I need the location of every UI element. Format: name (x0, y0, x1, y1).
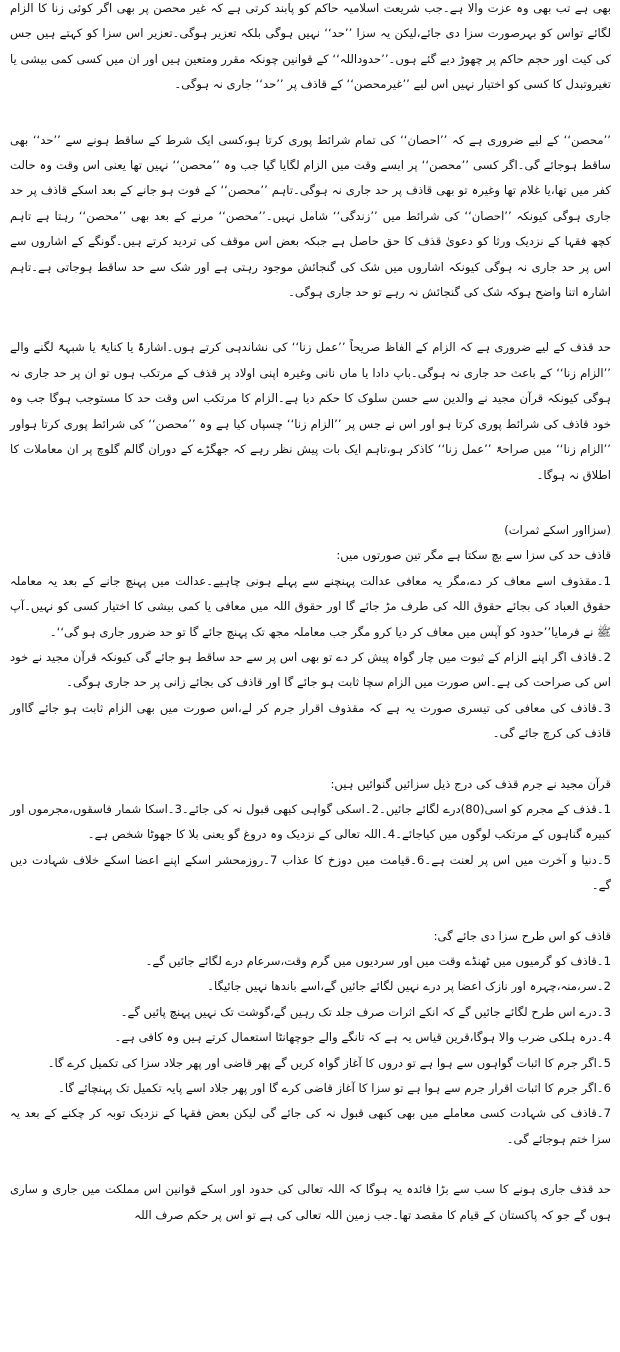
list-item: 5۔اگر جرم کا اثبات گواہوں سے ہوا ہے تو دروں کا آغاز گواہ کریں گے پھر قاضی اور پھر جلاد سزا کی تکمیل کرے گا۔ (47, 1055, 611, 1070)
section-lead: قاذف کو اس طرح سزا دی جائے گی: (433, 928, 611, 943)
punishment-fruits-section (10, 518, 611, 747)
quran-punishments-section (10, 772, 611, 899)
punishment-method-section (10, 924, 611, 1153)
punishment-method-list (10, 949, 611, 1152)
list-item: 1۔قذف کے مجرم کو اسی(80)درے لگائے جائیں۔2۔اسکی گواہی کبھی قبول نہ کی جائے۔3۔اسکا شمار فاسقوں،مجرموں اور کبیرہ گناہوں کے مرتکب لوگوں میں کیاجائے۔4۔اللہ تعالی کے نزدیک وہ دروغ گو یعنی بلا کا جھوٹا شخص ہے۔ (10, 801, 611, 842)
section-heading: (سزااور اسکے ثمرات) (504, 522, 611, 537)
list-item: 4۔درہ ہلکی ضرب والا ہوگا،قرین قیاس یہ ہے کہ تانگے والے جوچھانٹا استعمال کرتے ہیں وہ کافی ہے۔ (114, 1030, 611, 1045)
list-item: 7۔قاذف کی شہادت کسی معاملے میں بھی کبھی قبول نہ کی جائے گی لیکن بعض فقہا کے نزدیک توبہ کر چکنے کے بعد یہ سزا ختم ہوجائے گی۔ (10, 1106, 611, 1146)
section-lead: قاذف حد کی سزا سے بچ سکتا ہے مگر تین صورتوں میں: (336, 548, 611, 563)
list-item: 2۔سر،منہ،چہرہ اور نازک اعضا پر درے نہیں لگائے جائیں گے،اسے باندھا نہیں جائیگا۔ (207, 979, 611, 994)
list-item: 1۔مقذوف اسے معاف کر دے،مگر یہ معافی عدالت پہنچنے سے پہلے ہونی چاہیے۔عدالت میں پہنچ جانے کے بعد یہ معاملہ حقوق العباد کی بجائے حقوق اللہ کی طرف مڑ جائے گا اور حقوق اللہ میں معافی یا کمی بیشی کا اختیار کسی کو نہیں۔آپ ﷺ نے فرمایا’’حدود کو آپس میں معاف کر دیا کرو مگر جب معاملہ مجھ تک پہنچ جائے گا تو حد ضرور جاری ہو گی‘‘۔ (10, 573, 611, 639)
accusation-words-paragraph: حد قذف کے لیے ضروری ہے کہ الزام کے الفاظ صریحاً ’’عمل زنا‘‘ کی نشاندہی کرتے ہوں۔اشارۃً یا کنایۃً یا شبہۃً لگنے والے ’’الزام زنا‘‘ کے باعث حد جاری نہ ہوگی۔باپ دادا یا ماں نانی وغیرہ اپنی اولاد پر قذف کے مرتکب ہوں تو ان پر حد جاری نہ ہوگی کیونکہ قرآن مجید نے والدین سے حسن سلوک کا حکم دیا ہے۔الزام کا مرتکب اس وقت حد کا مستوجب ہوگا جب وہ خود قاذف کی شرائط پوری کرتا ہو اور اس نے جس پر ’’الزام زنا‘‘ چسپاں کیا ہے وہ ’’محصن‘‘ کی شرائط پوری کرتا ہواور ’’الزام زنا‘‘ میں صراحۃً ’’عمل زنا‘‘ کاذکر ہو،تاہم ایک بات پیش نظر رہے کہ جھگڑے کے دوران گالم گلوچ پر ان معاملات کا اطلاق نہ ہوگا۔ (10, 340, 611, 482)
list-item: 5۔دنیا و آخرت میں اس پر لعنت ہے۔6۔قیامت میں دوزخ کا عذاب 7۔روزمحشر اسکے اپنے اعضا اسکے خلاف شہادت دیں گے۔ (10, 852, 611, 893)
list-item: 2۔قاذف اگر اپنے الزام کے ثبوت میں چار گواہ پیش کر دے تو بھی اس پر سے حد ساقط ہو جائے گی کیونکہ قرآن مجید نے خود اس کی صراحت کی ہے۔اس صورت میں الزام سچا ثابت ہو جائے گا اور قاذف کی بجائے زانی پر حد جاری ہوگی۔ (10, 649, 611, 690)
quran-punishments-list (10, 797, 611, 899)
list-item: 3۔درے اس طرح لگائے جائیں گے کہ انکے اثرات صرف جلد تک رہیں گے،گوشت تک نہیں پہنچ پائیں گے۔ (120, 1004, 611, 1019)
list-item: 3۔قاذف کی معافی کی تیسری صورت یہ ہے کہ مقذوف اقرار جرم کر لے،اس صورت میں بھی الزام ثابت ہو جائے گااور قاذف کی کرچ جائے گی۔ (10, 700, 611, 741)
escape-conditions-list (10, 569, 611, 747)
list-item: 6۔اگر جرم کا اثبات اقرار جرم سے ہوا ہے تو سزا کا آغاز قاضی کرے گا اور پھر جلاد اسے پایہ تکمیل تک پہنچائے گا۔ (58, 1081, 611, 1096)
section-lead: قرآن مجید نے جرم قذف کی درج ذیل سزائیں گنوائیں ہیں: (330, 776, 611, 791)
intro-paragraph: بھی ہے تب بھی وہ عزت والا ہے۔جب شریعت اسلامیہ حاکم کو پابند کرتی ہے کہ غیر محصن پر بھی اگر کوئی زنا کا الزام لگائے تواس کو بہرصورت سزا دی جائے،لیکن یہ سزا ’’حد‘‘ نہیں ہوگی بلکہ تعزیر ہوگی۔تعزیر اس سزا کو کہتے ہیں جس کی کیت اور حجم حاکم پر چھوڑ دیے گئے ہوں۔’’حدوداللہ‘‘ کے قوانین چونکہ مقرر ومتعین ہیں اور ان میں کسی کمی بیشی یا تغیروتبدل کا کسی کو اختیار نہیں اس لیے ’’غیرمحصن‘‘ کے قاذف پر ’’حد‘‘ جاری نہ ہوگی۔ (10, 1, 611, 92)
list-item: 1۔قاذف کو گرمیوں میں ٹھنڈے وقت میں اور سردیوں میں گرم وقت،سرعام درے لگائے جائیں گے۔ (145, 954, 611, 968)
closing-paragraph: حد قذف جاری ہونے کا سب سے بڑا فائدہ یہ ہوگا کہ اللہ تعالی کی حدود اور اسکے قوانین اس مملکت میں جاری و ساری ہوں گے جو کہ پاکستان کے قیام کا مقصد تھا۔جب زمین اللہ تعالی کی ہے تو اس پر حکم صرف اللہ (10, 1182, 611, 1222)
ihsan-conditions-paragraph: ’’محصن‘‘ کے لیے ضروری ہے کہ ’’احصان‘‘ کی تمام شرائط پوری کرتا ہو،کسی ایک شرط کے ساقط ہونے سے ’’حد‘‘ بھی ساقط ہوجائے گی۔اگر کسی ’’محصن‘‘ پر ایسے وقت میں الزام لگایا گیا جب وہ ’’محصن‘‘ نہیں تھا یعنی اس وقت وہ حالت کفر میں تھا،یا غلام تھا وغیرہ تو بھی قاذف پر حد جاری نہ ہوگی۔تاہم ’’محصن‘‘ کے فوت ہو جانے کے بعد اسکے قاذف پر حد جاری ہوگی کیونکہ ’’احصان‘‘ کی شرائط میں ’’زندگی‘‘ شامل نہیں۔’’محصن‘‘ مرنے کے بعد بھی ’’محصن‘‘ رہتا ہے تاہم کچھ فقہا کے نزدیک ورثا کو دعویٰ قذف کا حق حاصل ہے جبکہ بعض اس موقف کی تردید کرتے ہیں۔گونگے کے اشاروں سے اس پر حد جاری نہ ہوگی کیونکہ اشاروں میں شک کی گنجائش موجود رہتی ہے اور شک سے حد ساقط ہوجاتی ہے۔تاہم اشارہ اتنا واضح ہوکہ شک کی گنجائش نہ رہے تو حد جاری ہوگی۔ (10, 132, 611, 300)
